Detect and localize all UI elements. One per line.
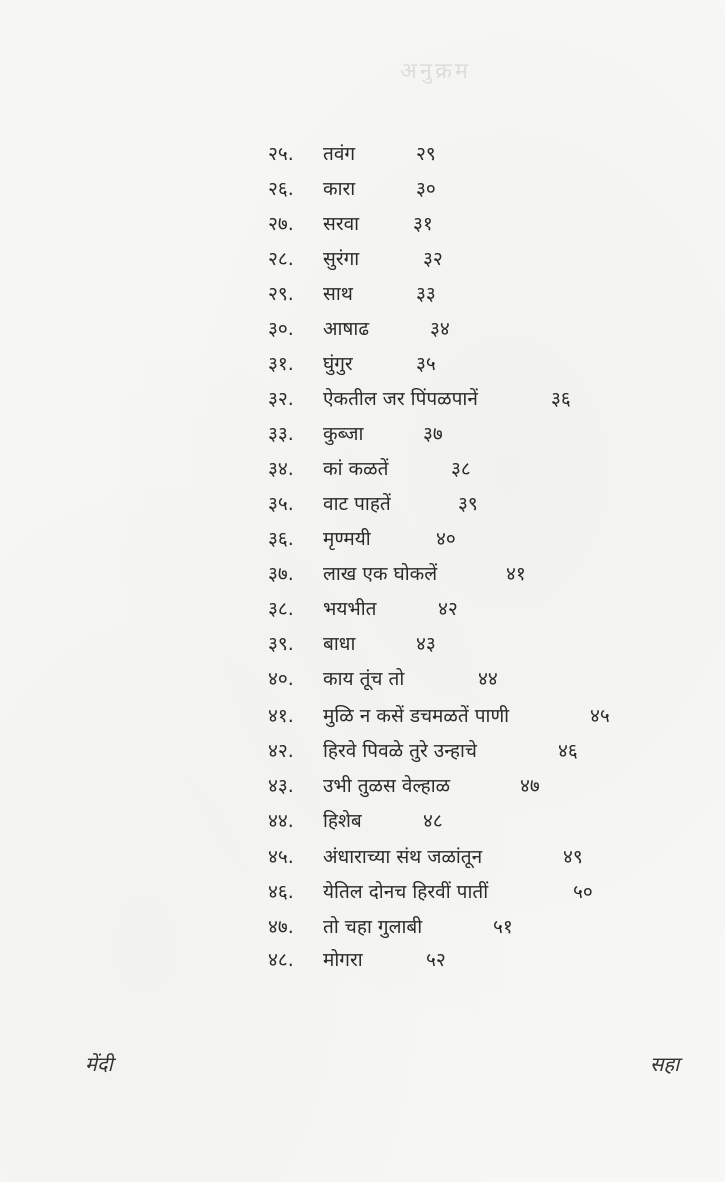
entry-title: लाख एक घोकलें: [323, 563, 438, 585]
entry-number: ३३.: [268, 423, 294, 445]
entry-number: ३४.: [268, 458, 294, 480]
entry-page: ३६: [551, 388, 571, 410]
entry-number: २७.: [268, 213, 294, 235]
entry-page: ४५: [590, 705, 610, 727]
entry-page: ४८: [423, 810, 443, 832]
entry-number: ४३.: [268, 775, 294, 797]
entry-title: सुरंगा: [323, 248, 360, 270]
entry-number: ४८.: [268, 949, 294, 971]
entry-page: ३०: [416, 178, 436, 200]
entry-title: येतिल दोनच हिरवीं पातीं: [323, 881, 489, 903]
entry-title: ऐकतील जर पिंपळपानें: [323, 388, 478, 410]
entry-number: ३५.: [268, 493, 294, 515]
entry-number: २८.: [268, 248, 294, 270]
entry-title: काय तूंच तो: [323, 668, 405, 690]
entry-title: कारा: [323, 178, 356, 200]
entry-page: ४२: [438, 598, 458, 620]
entry-number: ३१.: [268, 353, 294, 375]
entry-title: हिशेब: [323, 810, 362, 832]
entry-number: २६.: [268, 178, 294, 200]
entry-title: घुंगुर: [323, 353, 353, 375]
entry-page: ५२: [426, 949, 446, 971]
entry-number: ४५.: [268, 846, 294, 868]
entry-number: ४४.: [268, 810, 294, 832]
entry-title: तो चहा गुलाबी: [323, 916, 423, 938]
entry-title: कां कळतें: [323, 458, 389, 480]
entry-page: ३७: [423, 423, 443, 445]
entry-title: मुळि न कसें डचमळतें पाणी: [323, 705, 510, 727]
entry-number: ३२.: [268, 388, 294, 410]
entry-page: ३१: [413, 213, 433, 235]
entry-number: २९.: [268, 283, 294, 305]
entry-page: ३५: [416, 353, 436, 375]
entry-title: मृण्मयी: [323, 528, 371, 550]
entry-title: तवंग: [323, 143, 356, 165]
entry-title: सरवा: [323, 213, 360, 235]
entry-title: कुब्जा: [323, 423, 364, 445]
entry-page: २९: [416, 143, 436, 165]
entry-title: साथ: [323, 283, 353, 305]
entry-page: ३३: [416, 283, 436, 305]
entry-page: ४७: [520, 775, 540, 797]
entry-page: ४९: [563, 846, 583, 868]
entry-page: ४१: [506, 563, 526, 585]
entry-number: ४१.: [268, 705, 294, 727]
entry-title: मोगरा: [323, 949, 363, 971]
entry-page: ४४: [478, 668, 498, 690]
entry-number: ४२.: [268, 740, 294, 762]
entry-number: २५.: [268, 143, 294, 165]
entry-page: ४३: [416, 633, 436, 655]
bleed-through-heading: अनुक्रम: [400, 59, 472, 84]
entry-number: ४७.: [268, 916, 294, 938]
entry-number: ३०.: [268, 318, 294, 340]
entry-page: ३४: [430, 318, 450, 340]
entry-number: ३७.: [268, 563, 294, 585]
entry-title: बाधा: [323, 633, 356, 655]
entry-title: भयभीत: [323, 598, 377, 620]
entry-number: ३९.: [268, 633, 294, 655]
footer-left: मेंदी: [85, 1052, 113, 1076]
entry-title: अंधाराच्या संथ जळांतून: [323, 846, 483, 868]
entry-title: हिरवे पिवळे तुरे उन्हाचे: [323, 740, 477, 762]
entry-page: ५१: [493, 916, 513, 938]
entry-page: ३९: [458, 493, 478, 515]
entry-page: ३२: [423, 248, 443, 270]
entry-title: उभी तुळस वेल्हाळ: [323, 775, 451, 797]
entry-page: ५०: [573, 881, 593, 903]
entry-title: आषाढ: [323, 318, 370, 340]
entry-page: ४६: [558, 740, 578, 762]
entry-number: ४०.: [268, 668, 294, 690]
entry-page: ४०: [436, 528, 456, 550]
entry-number: ४६.: [268, 881, 294, 903]
entry-number: ३६.: [268, 528, 294, 550]
entry-page: ३८: [451, 458, 471, 480]
footer-right: सहा: [650, 1052, 680, 1076]
entry-number: ३८.: [268, 598, 294, 620]
entry-title: वाट पाहतें: [323, 493, 391, 515]
